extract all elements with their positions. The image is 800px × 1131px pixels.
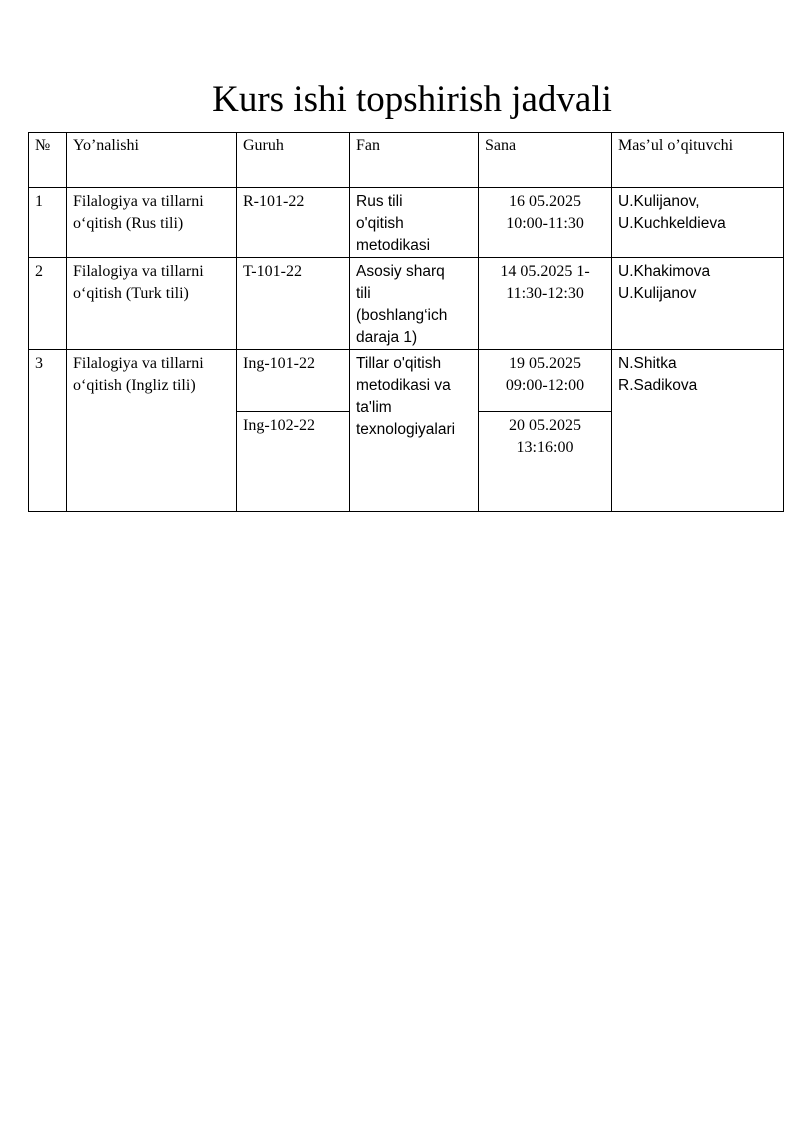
teacher-line: U.Kulijanov, [618, 193, 700, 210]
subject-cell [350, 350, 479, 512]
table-row [29, 188, 784, 258]
direction-line: Filalogiya va tillarni [73, 193, 204, 210]
table-header-row [29, 133, 784, 188]
direction-cell [67, 188, 237, 258]
group-cell: Ing-102-22 [237, 412, 350, 512]
subject-line: o'qitish [356, 215, 404, 232]
time-line: 13:16:00 [516, 439, 574, 456]
header-number: № [29, 133, 67, 188]
date-line: 19 05.2025 [509, 355, 581, 372]
teacher-line: R.Sadikova [618, 377, 698, 394]
subject-line: texnologiyalari [356, 421, 456, 438]
group-cell: R-101-22 [237, 188, 350, 258]
subject-line: metodikasi va [356, 377, 451, 394]
subject-line: metodikasi [356, 237, 431, 254]
header-direction: Yo’nalishi [67, 133, 237, 188]
subject-line: Rus tili [356, 193, 403, 210]
table-row [29, 258, 784, 350]
direction-cell [67, 258, 237, 350]
time-line: 10:00-11:30 [506, 215, 584, 232]
date-cell [479, 258, 612, 350]
direction-line: o‘qitish (Rus tili) [73, 215, 184, 232]
direction-line: Filalogiya va tillarni [73, 355, 204, 372]
direction-line: o‘qitish (Turk tili) [73, 285, 189, 302]
date-cell [479, 350, 612, 412]
subject-line: daraja 1) [356, 329, 418, 346]
subject-cell [350, 188, 479, 258]
group-cell: Ing-101-22 [237, 350, 350, 412]
teacher-line: U.Kulijanov [618, 285, 697, 302]
time-line: 11:30-12:30 [506, 285, 584, 302]
teacher-cell [612, 350, 784, 512]
header-subject: Fan [350, 133, 479, 188]
date-line: 16 05.2025 [509, 193, 581, 210]
subject-line: tili [356, 285, 371, 302]
date-line: 14 05.2025 1- [500, 263, 590, 280]
page-title: Kurs ishi topshirish jadvali [212, 79, 612, 120]
direction-line: Filalogiya va tillarni [73, 263, 204, 280]
subject-line: Tillar o'qitish [356, 355, 442, 372]
teacher-line: U.Kuchkeldieva [618, 215, 726, 232]
table-row [29, 350, 784, 412]
teacher-line: N.Shitka [618, 355, 677, 372]
teacher-cell [612, 188, 784, 258]
date-cell [479, 412, 612, 512]
date-cell [479, 188, 612, 258]
row-number: 2 [29, 258, 67, 350]
direction-cell [67, 350, 237, 512]
header-date: Sana [479, 133, 612, 188]
teacher-line: U.Khakimova [618, 263, 711, 280]
schedule-table [28, 132, 784, 512]
group-cell: T-101-22 [237, 258, 350, 350]
teacher-cell [612, 258, 784, 350]
direction-line: o‘qitish (Ingliz tili) [73, 377, 196, 394]
subject-line: ta'lim [356, 399, 392, 416]
subject-line: (boshlang‘ich [356, 307, 448, 324]
header-teacher: Mas’ul o’qituvchi [612, 133, 784, 188]
row-number: 3 [29, 350, 67, 512]
row-number: 1 [29, 188, 67, 258]
subject-line: Asosiy sharq [356, 263, 445, 280]
date-line: 20 05.2025 [509, 417, 581, 434]
time-line: 09:00-12:00 [505, 377, 585, 394]
header-group: Guruh [237, 133, 350, 188]
subject-cell [350, 258, 479, 350]
